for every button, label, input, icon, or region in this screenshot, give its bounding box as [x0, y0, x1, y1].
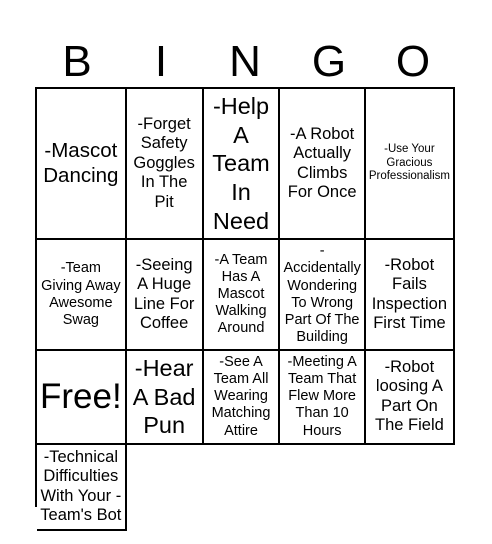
- bingo-cell[interactable]: -Hear A Bad Pun: [127, 351, 204, 445]
- bingo-cell[interactable]: -Forget Safety Goggles In The Pit: [127, 89, 204, 240]
- bingo-header: [35, 36, 455, 88]
- header-letter-i: I: [154, 37, 168, 86]
- bingo-cell[interactable]: -Use Your Gracious Professionalism: [366, 89, 455, 240]
- bingo-cell[interactable]: -A Team Has A Mascot Walking Around: [204, 240, 281, 351]
- free-space-cell[interactable]: Free!: [37, 351, 127, 445]
- bingo-cell[interactable]: -Robot Fails Inspection First Time: [366, 240, 455, 351]
- bingo-cell[interactable]: -Mascot Dancing: [37, 89, 127, 240]
- header-letter-b: B: [62, 37, 92, 86]
- bingo-grid: [35, 87, 455, 525]
- header-letter-o: O: [395, 37, 431, 86]
- bingo-cell[interactable]: -Seeing A Huge Line For Coffee: [127, 240, 204, 351]
- bingo-cell[interactable]: -Robot loosing A Part On The Field: [366, 351, 455, 445]
- header-letter-n: N: [229, 37, 261, 86]
- header-letter-g: G: [311, 37, 347, 86]
- bingo-cell[interactable]: -Help A Team In Need: [204, 89, 281, 240]
- bingo-cell[interactable]: -See A Team All Wearing Matching Attire: [204, 351, 281, 445]
- bingo-cell[interactable]: -Technical Difficulties With Your -Team's Bot: [37, 445, 127, 531]
- bingo-cell[interactable]: -Accidentally Wondering To Wrong Part Of The Building: [280, 240, 365, 351]
- bingo-cell[interactable]: -A Robot Actually Climbs For Once: [280, 89, 365, 240]
- bingo-cell[interactable]: -Team Giving Away Awesome Swag: [37, 240, 127, 351]
- bingo-cell[interactable]: -Meeting A Team That Flew More Than 10 Hours: [280, 351, 365, 445]
